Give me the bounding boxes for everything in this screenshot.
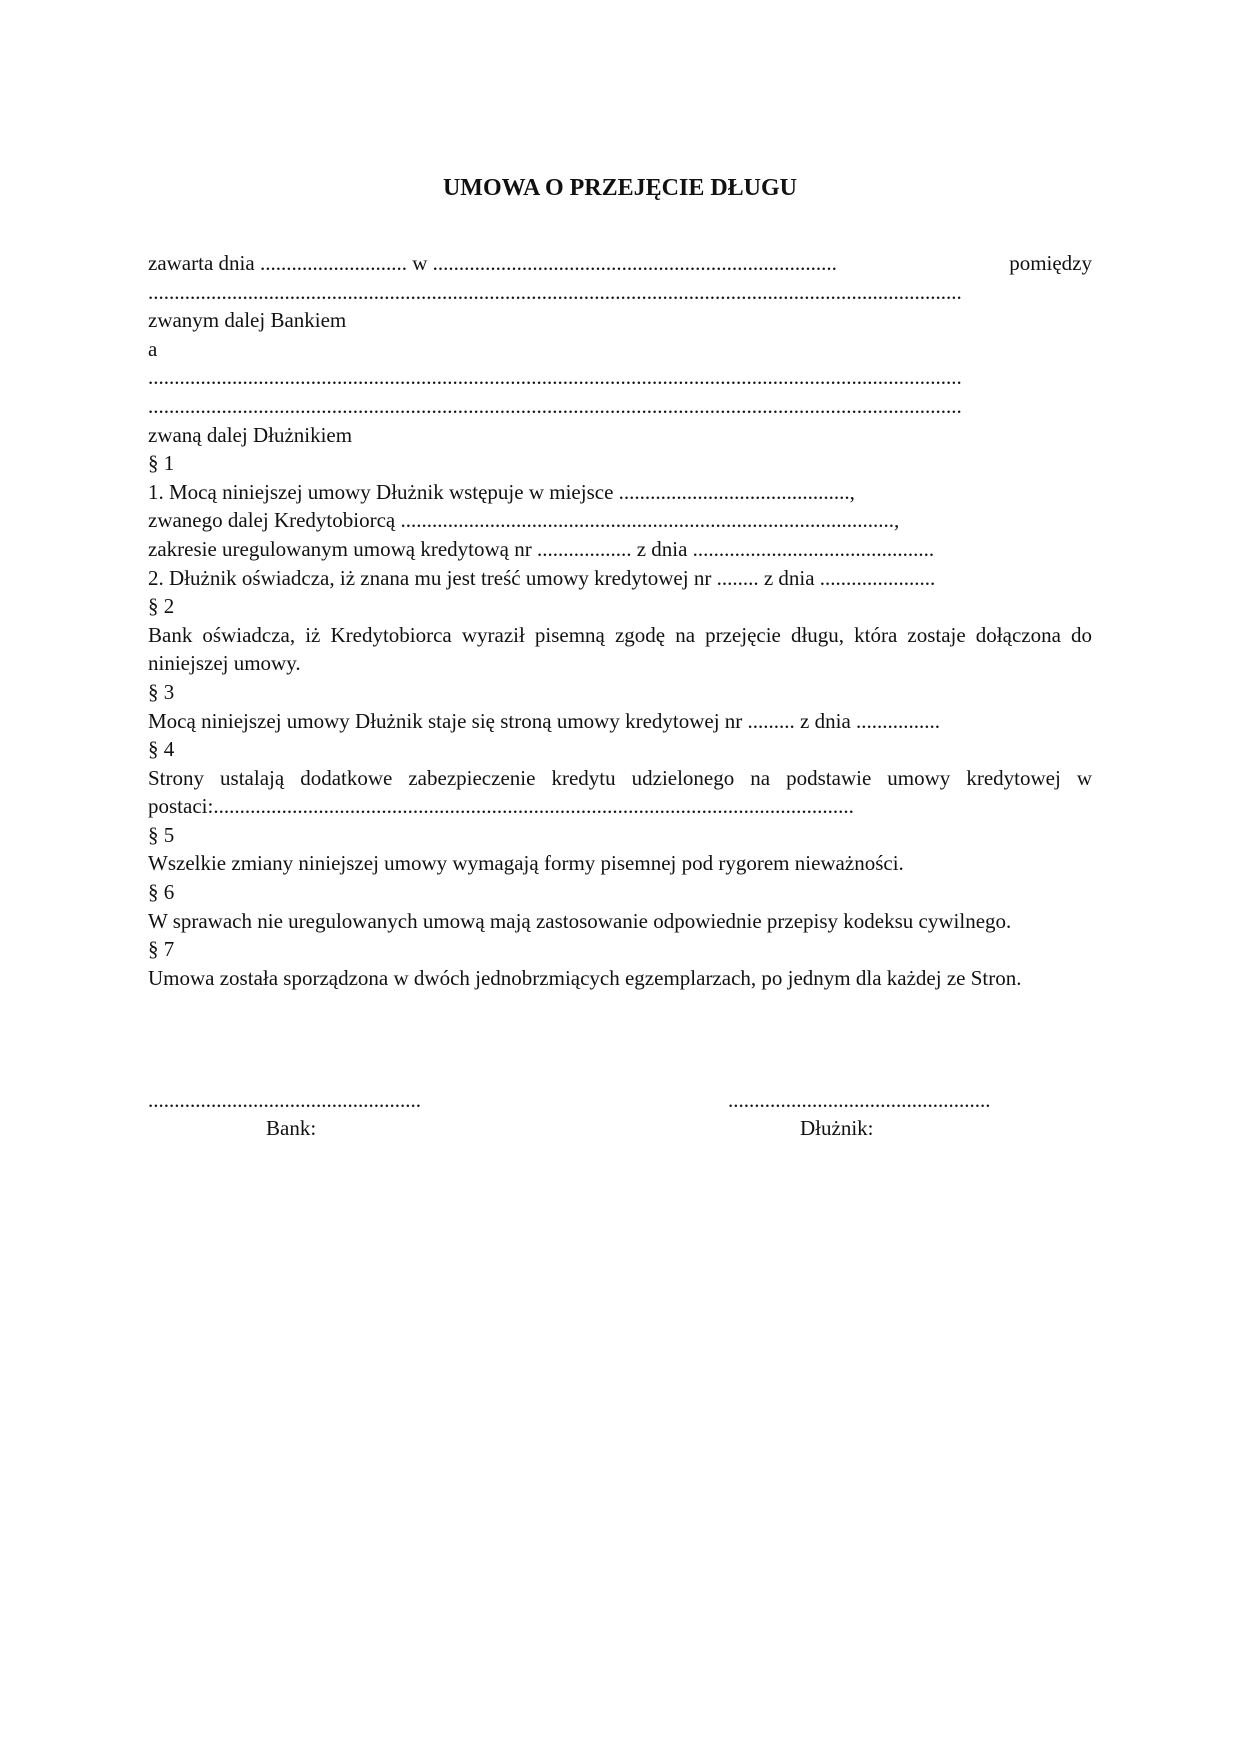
party1-dots: ........................................................................................................................................................... <box>148 279 962 304</box>
concluded-w: w <box>412 251 428 275</box>
section-1-line-4: 2. Dłużnik oświadcza, iż znana mu jest treść umowy kredytowej nr ........ z dnia ...................... <box>148 565 936 590</box>
party2-dots-2: ........................................................................................................................................................... <box>148 393 962 418</box>
concluded-line <box>148 249 1092 278</box>
party1-label: zwanym dalej Bankiem <box>148 308 347 333</box>
bank-signature-line: .................................................... <box>148 1088 421 1112</box>
section-7-heading: § 7 <box>148 937 175 962</box>
section-7-text: Umowa została sporządzona w dwóch jednobrzmiących egzemplarzach, po jednym dla każdej ze Stron. <box>148 965 1022 990</box>
section-2-text: Bank oświadcza, iż Kredytobiorca wyraził pisemną zgodę na przejęcie długu, która zostaje dołączona do niniejszej umowy. <box>148 622 1092 676</box>
section-1-heading: § 1 <box>148 451 175 476</box>
party2-dots-1: ........................................................................................................................................................... <box>148 365 962 390</box>
document-title: UMOWA O PRZEJĘCIE DŁUGU <box>442 175 798 201</box>
concluded-date-dots: ............................ <box>259 251 407 275</box>
section-5-text: Wszelkie zmiany niniejszej umowy wymagają formy pisemnej pod rygorem nieważności. <box>148 851 904 876</box>
debtor-signature-label: Dłużnik: <box>800 1116 874 1140</box>
section-2-heading: § 2 <box>148 594 175 619</box>
section-4-text: Strony ustalają dodatkowe zabezpieczenie kredytu udzielonego na podstawie umowy kredytowej w postaci:.......................................................................................................................... <box>148 765 1092 819</box>
section-1-line-2: zwanego dalej Kredytobiorcą .............................................................................................., <box>148 508 900 533</box>
section-1-line-1: 1. Mocą niniejszej umowy Dłużnik wstępuje w miejsce ............................................, <box>148 479 855 504</box>
conjunction: a <box>148 336 158 361</box>
bank-signature-label: Bank: <box>266 1116 317 1140</box>
party2-label: zwaną dalej Dłużnikiem <box>148 422 353 447</box>
concluded-place-dots: ............................................................................. <box>432 251 837 275</box>
section-6-text: W sprawach nie uregulowanych umową mają zastosowanie odpowiednie przepisy kodeksu cywilnego. <box>148 908 1012 933</box>
section-6-heading: § 6 <box>148 880 175 905</box>
section-4-heading: § 4 <box>148 737 175 762</box>
debtor-signature-line: .................................................. <box>728 1088 991 1112</box>
section-3-heading: § 3 <box>148 679 175 704</box>
section-1-line-3: zakresie uregulowanym umową kredytową nr .................. z dnia .............................................. <box>148 536 935 561</box>
concluded-suffix: pomiędzy <box>1009 251 1092 275</box>
signature-block <box>148 1086 1092 1146</box>
section-3-text: Mocą niniejszej umowy Dłużnik staje się stroną umowy kredytowej nr ......... z dnia ................ <box>148 708 941 733</box>
document-body <box>148 249 1092 992</box>
section-5-heading: § 5 <box>148 822 175 847</box>
concluded-prefix: zawarta dnia <box>148 251 255 275</box>
